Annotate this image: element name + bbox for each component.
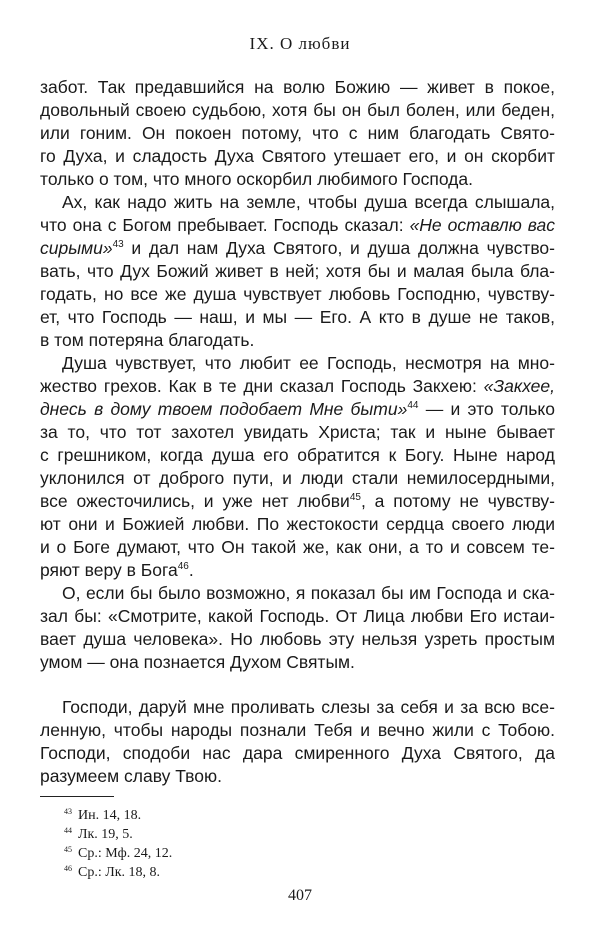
text-line	[62, 191, 555, 214]
footnote-number: 43	[64, 807, 72, 816]
text-line	[40, 76, 555, 99]
text-line	[40, 651, 555, 674]
text-segment: «Не оставлю вас	[409, 215, 555, 235]
text-line	[40, 719, 555, 742]
footnote-text: Ср.: Мф. 24, 12.	[78, 846, 173, 861]
text-segment: с грешником, когда душа его обратится к Богу. Ныне народ	[40, 445, 555, 465]
text-line	[40, 375, 555, 398]
text-segment: Душа чувствует, что любит ее Господь, несмотря на мно-	[62, 353, 555, 373]
footnote-ref[interactable]: 43	[112, 239, 124, 250]
text-line	[40, 283, 555, 306]
footnote-text: Лк. 19, 5.	[78, 827, 133, 842]
text-segment: ленную, чтобы народы познали Тебя и вечно жили с Тобою.	[40, 720, 555, 740]
text-segment: все ожесточились, и уже нет любви	[40, 491, 350, 511]
text-segment: сирыми»	[40, 238, 113, 258]
footnote-number: 46	[64, 864, 72, 873]
text-segment: умом — она познается Духом Святым.	[40, 652, 355, 672]
text-segment: что она с Богом пребывает. Господь сказал:	[40, 215, 410, 235]
text-segment: за то, что тот захотел увидать Христа; так и ныне бывает	[40, 422, 555, 442]
text-segment: довольный своею судьбою, хотя бы он был болен, или беден,	[40, 100, 555, 120]
running-header: IX. О любви	[249, 34, 351, 53]
text-segment: уклонился от доброго пути, и люди стали немилосердными,	[40, 468, 555, 488]
text-segment: разумеем славу Твою.	[40, 766, 222, 786]
text-line	[40, 444, 555, 467]
text-line	[40, 122, 555, 145]
footnote-text: Ин. 14, 18.	[78, 808, 142, 823]
text-segment: ют они и Божией любви. По жестокости сердца своего люди	[40, 514, 555, 534]
text-segment: и о Боге думают, что Он такой же, как они, а то и совсем те-	[40, 537, 555, 557]
text-segment: «Закхее,	[483, 376, 555, 396]
text-segment: О, если бы было возможно, я показал бы им Господа и ска-	[62, 583, 555, 603]
text-segment: ряют веру в Бога	[40, 560, 178, 580]
text-line	[40, 237, 555, 260]
footnote-divider	[40, 796, 114, 797]
text-line	[40, 99, 555, 122]
text-segment: и дал нам Духа Святого, и душа должна чувство-	[123, 238, 555, 258]
footnote-ref[interactable]: 45	[349, 492, 361, 503]
text-segment: Господи, даруй мне проливать слезы за себя и за всю все-	[62, 697, 555, 717]
text-segment: годать, но все же душа чувствует любовь Господню, чувству-	[40, 284, 555, 304]
text-segment: , а потому не чувству-	[360, 491, 555, 511]
text-segment: только о том, что много оскорбил любимого Господа.	[40, 169, 473, 189]
text-line	[40, 260, 555, 283]
text-line	[40, 605, 555, 628]
text-line	[62, 582, 555, 605]
text-segment: — и это только	[418, 399, 556, 419]
text-line	[62, 696, 555, 719]
text-line	[62, 352, 555, 375]
text-segment: зал бы: «Смотрите, какой Господь. От Лица любви Его истаи-	[40, 606, 555, 626]
text-line	[40, 765, 555, 788]
text-line	[40, 536, 555, 559]
text-line	[40, 742, 555, 765]
text-line	[40, 306, 555, 329]
text-line	[40, 559, 555, 582]
text-line	[40, 145, 555, 168]
text-line	[40, 398, 555, 421]
text-segment: Господи, сподоби нас дара смиренного Духа Святого, да	[40, 743, 555, 763]
text-segment: ет, что Господь — наш, и мы — Его. А кто в душе не таков,	[40, 307, 555, 327]
text-line	[40, 490, 555, 513]
footnote-number: 44	[64, 826, 72, 835]
text-line	[40, 214, 555, 237]
text-segment: вать, что Дух Божий живет в ней; хотя бы и малая была бла-	[40, 261, 555, 281]
text-line	[40, 168, 555, 191]
text-segment: в том потеряна благодать.	[40, 330, 255, 350]
footnote-ref[interactable]: 46	[177, 561, 189, 572]
text-segment: днесь в дому твоем подобает Мне быти»	[40, 399, 408, 419]
text-line	[40, 421, 555, 444]
footnote-number: 45	[64, 845, 72, 854]
text-segment: жество грехов. Как в те дни сказал Господь Закхею:	[40, 376, 484, 396]
text-segment: го Духа, и сладость Духа Святого утешает его, и он скорбит	[40, 146, 555, 166]
text-segment: Ах, как надо жить на земле, чтобы душа всегда слышала,	[62, 192, 555, 212]
text-line	[40, 628, 555, 651]
text-segment: .	[188, 560, 194, 580]
footnote	[64, 860, 160, 882]
footnote-text: Ср.: Лк. 18, 8.	[78, 865, 161, 880]
text-segment: или гоним. Он покоен потому, что с ним благодать Свято-	[40, 123, 555, 143]
text-line	[40, 467, 555, 490]
text-line	[40, 513, 555, 536]
text-line	[40, 329, 555, 352]
footnote-ref[interactable]: 44	[407, 400, 419, 411]
text-segment: вает душа человека». Но любовь эту нельзя узреть простым	[40, 629, 555, 649]
page-number: 407	[288, 887, 312, 904]
text-segment: забот. Так предавшийся на волю Божию — живет в покое,	[40, 77, 555, 97]
